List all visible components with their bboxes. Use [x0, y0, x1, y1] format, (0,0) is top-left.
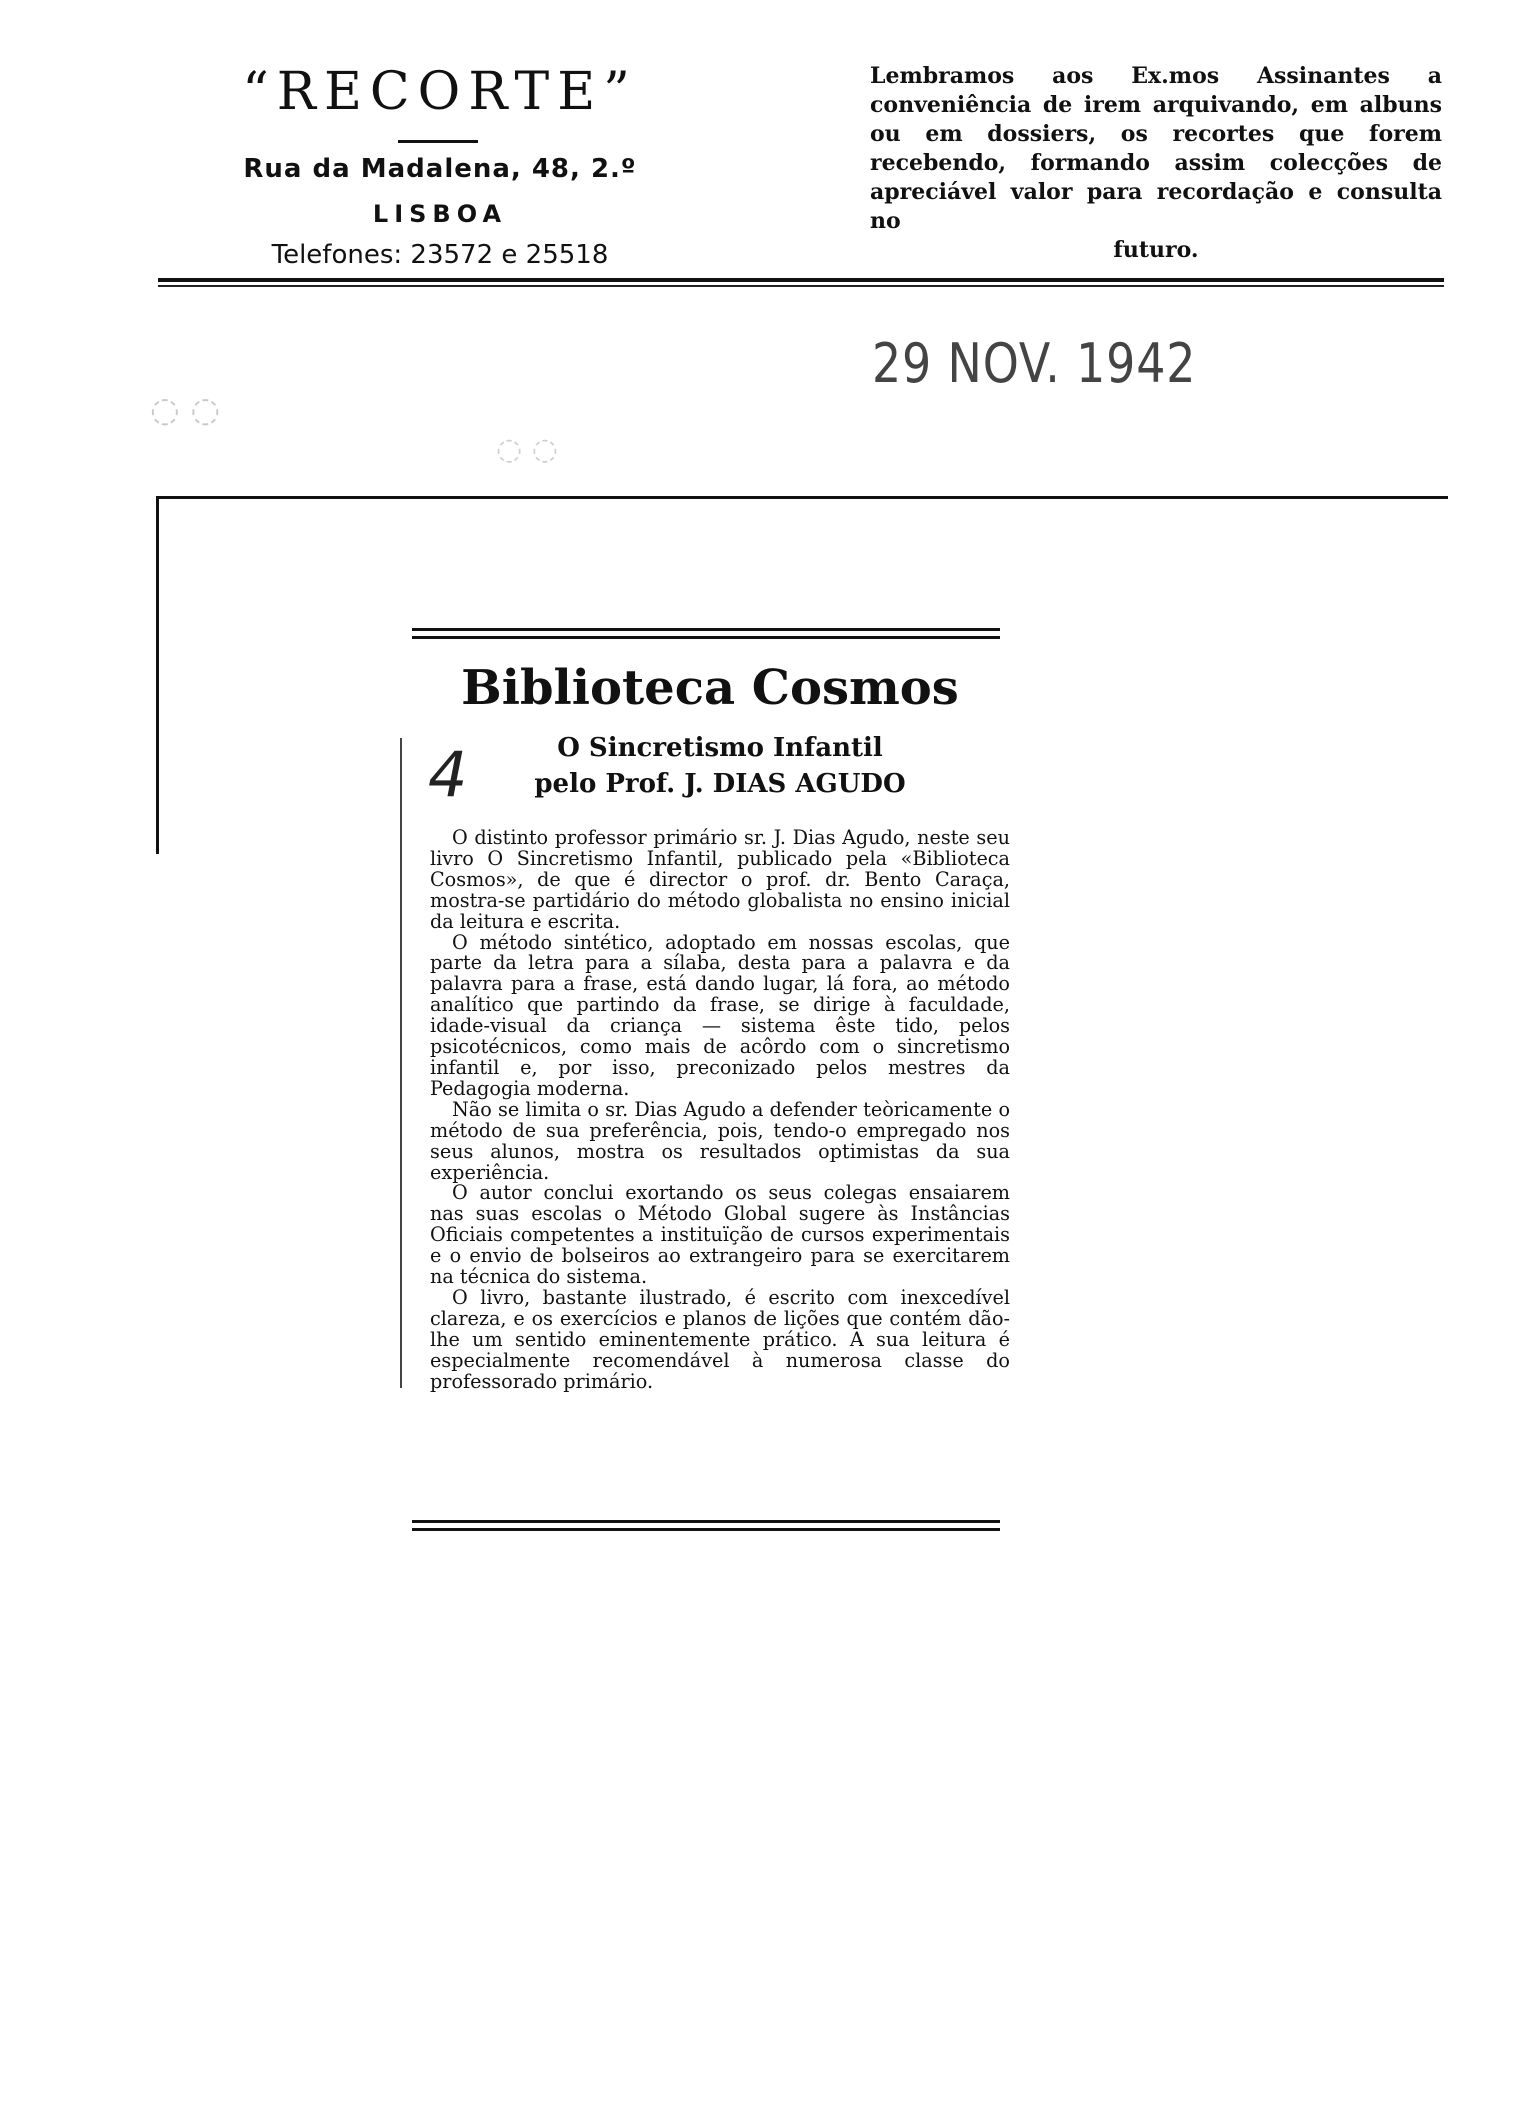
clipping-bottom-rule	[412, 1528, 1000, 1531]
agency-city: LISBOA	[372, 200, 508, 228]
header-rule-thin	[158, 285, 1444, 287]
agency-phones: Telefones: 23572 e 25518	[271, 240, 609, 270]
clipping-top-rule	[412, 628, 1000, 631]
handwritten-annotation: 4	[428, 738, 468, 811]
mount-border-top	[158, 496, 1448, 499]
ink-smudge: ◌ ◌	[496, 432, 558, 467]
agency-name: “RECORTE”	[242, 62, 638, 122]
agency-address: Rua da Madalena, 48, 2.º	[243, 154, 637, 184]
article-paragraph: O livro, bastante ilustrado, é escrito com inexcedível clareza, e os exercícios e planos de lições que contém dão-lhe um sentido eminentemente prático. A sua leitura é especialmente recomendável à numerosa classe do professorado primário.	[430, 1285, 1010, 1393]
notice-last-line: futuro.	[1113, 237, 1199, 263]
ink-smudge: ◌ ◌	[150, 390, 221, 430]
subtitle-byline: pelo Prof. J. DIAS AGUDO	[534, 769, 906, 799]
article-paragraph: O distinto professor primário sr. J. Dias Agudo, neste seu livro O Sincretismo Infantil, publicado pela «Biblioteca Cosmos», de que é director o prof. dr. Bento Caraça, mostra-se partidário do método globalista no ensino inicial da leitura e escrita.	[430, 826, 1010, 933]
clipping-top-rule	[412, 636, 1000, 639]
notice-body: Lembramos aos Ex.mos Assinantes a conveniência de irem arquivando, em albuns ou em dossiers, os recortes que forem recebendo, formando assim colecções de apreciável valor para recordação e consulta no	[870, 63, 1442, 234]
clipping-margin-line	[400, 738, 402, 1388]
subtitle-line: O Sincretismo Infantil	[557, 733, 883, 763]
header-rule	[158, 278, 1444, 282]
clipping-bottom-rule	[412, 1520, 1000, 1523]
article-paragraph: O autor conclui exortando os seus colegas ensaiarem nas suas escolas o Método Global sugere às Instâncias Oficiais competentes a instituïção de cursos experimentais e o envio de bolseiros ao extrangeiro para se exercitarem na técnica do sistema.	[430, 1181, 1010, 1289]
subscriber-notice	[870, 62, 1442, 265]
article-paragraph: O método sintético, adoptado em nossas escolas, que parte da letra para a sílaba, desta para a palavra e da palavra para a frase, está dando lugar, lá fora, ao método analítico que partindo da frase, se dirige à faculdade, idade-visual da criança — sistema êste tido, pelos psicotécnicos, como mais de acôrdo com o sincretismo infantil e, por isso, preconizado pelos mestres da Pedagogia moderna.	[430, 930, 1010, 1100]
article-subtitle	[460, 730, 980, 802]
mount-border-left	[156, 496, 159, 854]
article-title: Biblioteca Cosmos	[461, 660, 959, 716]
article-paragraph: Não se limita o sr. Dias Agudo a defender teòricamente o método de sua preferência, pois, tendo-o empregado nos seus alunos, mostra os resultados optimistas da sua experiência.	[430, 1097, 1010, 1184]
article-body	[430, 828, 1010, 1392]
date-stamp: 29 NOV. 1942	[872, 332, 1197, 395]
agency-divider	[398, 140, 478, 143]
